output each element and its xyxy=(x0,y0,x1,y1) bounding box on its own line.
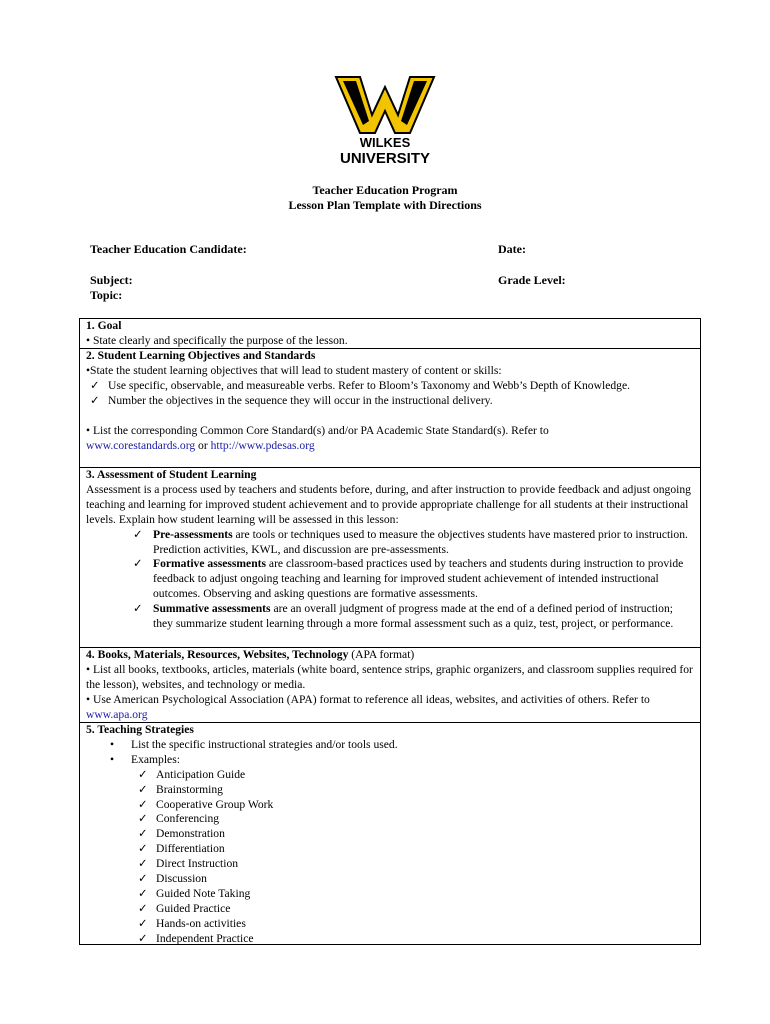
standards-text: • List the corresponding Common Core Standard(s) and/or PA Academic State Standard(s). Refer to xyxy=(86,423,549,437)
date-label: Date: xyxy=(498,242,526,256)
w-emblem-icon xyxy=(336,77,434,133)
document-title xyxy=(0,183,770,213)
logo-line2: UNIVERSITY xyxy=(339,150,431,167)
strategy-example: ✓ Discussion xyxy=(138,872,207,886)
assessment-item-pre: ✓ Pre-assessments are tools or techniques used to measure the objectives students have mastered prior to instruction. Prediction activities, KWL, and discussion are pre-assessments. xyxy=(133,527,688,556)
section-books xyxy=(80,648,700,723)
check-icon: ✓ xyxy=(133,527,143,541)
grade-level-label: Grade Level: xyxy=(498,273,566,287)
check-icon: ✓ xyxy=(138,812,148,826)
assessment-item-formative: ✓ Formative assessments are classroom-based practices used by teachers and students during instruction to provide feedback to adjust ongoing teaching and learning for improved student achievement of intended instructional outcomes. Observing and asking questions are formative assessments. xyxy=(133,557,684,601)
section-assessment xyxy=(80,468,700,648)
check-icon: ✓ xyxy=(138,901,148,915)
check-icon: ✓ xyxy=(138,857,148,871)
subject-label: Subject: xyxy=(90,273,133,287)
check-icon: ✓ xyxy=(90,378,100,392)
check-icon: ✓ xyxy=(138,797,148,811)
check-icon: ✓ xyxy=(133,602,143,616)
goal-text: • State clearly and specifically the purpose of the lesson. xyxy=(86,333,348,347)
assessment-heading: 3. Assessment of Student Learning xyxy=(86,468,257,481)
bullet-icon: • xyxy=(110,737,115,751)
section-strategies xyxy=(80,723,700,944)
standards-links: www.corestandards.org or http://www.pdesas.org xyxy=(86,438,315,452)
program-title: Teacher Education Program xyxy=(312,183,458,197)
objectives-intro: •State the student learning objectives that will lead to student mastery of content or skills: xyxy=(86,363,502,377)
check-icon: ✓ xyxy=(138,827,148,841)
strategy-example: ✓ Cooperative Group Work xyxy=(138,797,274,811)
check-icon: ✓ xyxy=(138,872,148,886)
check-icon: ✓ xyxy=(138,842,148,856)
apa-text: • Use American Psychological Association (APA) format to reference all ideas, websites, and activities of others. Refer to www.apa.org xyxy=(86,692,650,721)
lesson-plan-table xyxy=(79,318,701,945)
wilkes-university-logo xyxy=(330,75,440,167)
strategy-example: ✓ Brainstorming xyxy=(138,782,223,796)
strategies-bullet: • List the specific instructional strategies and/or tools used. xyxy=(110,737,398,751)
check-icon: ✓ xyxy=(138,931,148,944)
section-objectives xyxy=(80,349,700,468)
books-heading: 4. Books, Materials, Resources, Websites, Technology (APA format) xyxy=(86,648,415,661)
corestandards-link[interactable]: www.corestandards.org xyxy=(86,438,196,452)
assessment-intro: Assessment is a process used by teachers and students before, during, and after instruction to provide feedback and adjust ongoing teaching and learning for improved student achievement and to provide appropriate challenge for all students at their instructional levels. Explain how student learning will be assessed in this lesson: xyxy=(86,482,691,526)
section-goal xyxy=(80,319,700,349)
objectives-check-item: ✓ Number the objectives in the sequence they will occur in the instructional delivery. xyxy=(90,393,493,407)
pdesas-link[interactable]: http://www.pdesas.org xyxy=(210,438,315,452)
goal-heading: 1. Goal xyxy=(86,319,122,332)
strategy-example: ✓ Hands-on activities xyxy=(138,916,246,930)
template-title: Lesson Plan Template with Directions xyxy=(288,198,482,212)
check-icon: ✓ xyxy=(138,767,148,781)
books-list-text: • List all books, textbooks, articles, materials (white board, sentence strips, graphic organizers, and classroom supplies required for the lesson), websites, and technology or media. xyxy=(86,662,693,691)
check-icon: ✓ xyxy=(138,886,148,900)
check-icon: ✓ xyxy=(138,782,148,796)
strategies-heading: 5. Teaching Strategies xyxy=(86,723,194,736)
strategy-example: ✓ Demonstration xyxy=(138,827,225,841)
check-icon: ✓ xyxy=(90,393,100,407)
strategy-example: ✓ Independent Practice xyxy=(86,932,694,944)
strategy-example: ✓ Guided Note Taking xyxy=(138,886,251,900)
check-icon: ✓ xyxy=(133,557,143,571)
candidate-label: Teacher Education Candidate: xyxy=(90,242,247,256)
objectives-check-item: ✓ Use specific, observable, and measureable verbs. Refer to Bloom’s Taxonomy and Webb’s Depth of Knowledge. xyxy=(90,378,630,392)
apa-link[interactable]: www.apa.org xyxy=(86,707,148,721)
objectives-heading: 2. Student Learning Objectives and Standards xyxy=(86,349,316,362)
logo-line1: WILKES xyxy=(359,135,411,150)
strategies-bullet: • Examples: xyxy=(110,752,180,766)
strategy-example: ✓ Anticipation Guide xyxy=(138,767,246,781)
topic-label: Topic: xyxy=(90,288,123,302)
assessment-item-summative: ✓ Summative assessments are an overall judgment of progress made at the end of a defined period of instruction; they summarize student learning through a more formal assessment such as a quiz, test, project, or performance. xyxy=(133,602,674,631)
bullet-icon: • xyxy=(110,752,115,766)
check-icon: ✓ xyxy=(138,916,148,930)
strategy-example: ✓ Conferencing xyxy=(138,812,220,826)
strategy-example: ✓ Direct Instruction xyxy=(138,857,239,871)
strategy-example: ✓ Differentiation xyxy=(138,842,225,856)
strategy-example: ✓ Guided Practice xyxy=(138,901,231,915)
